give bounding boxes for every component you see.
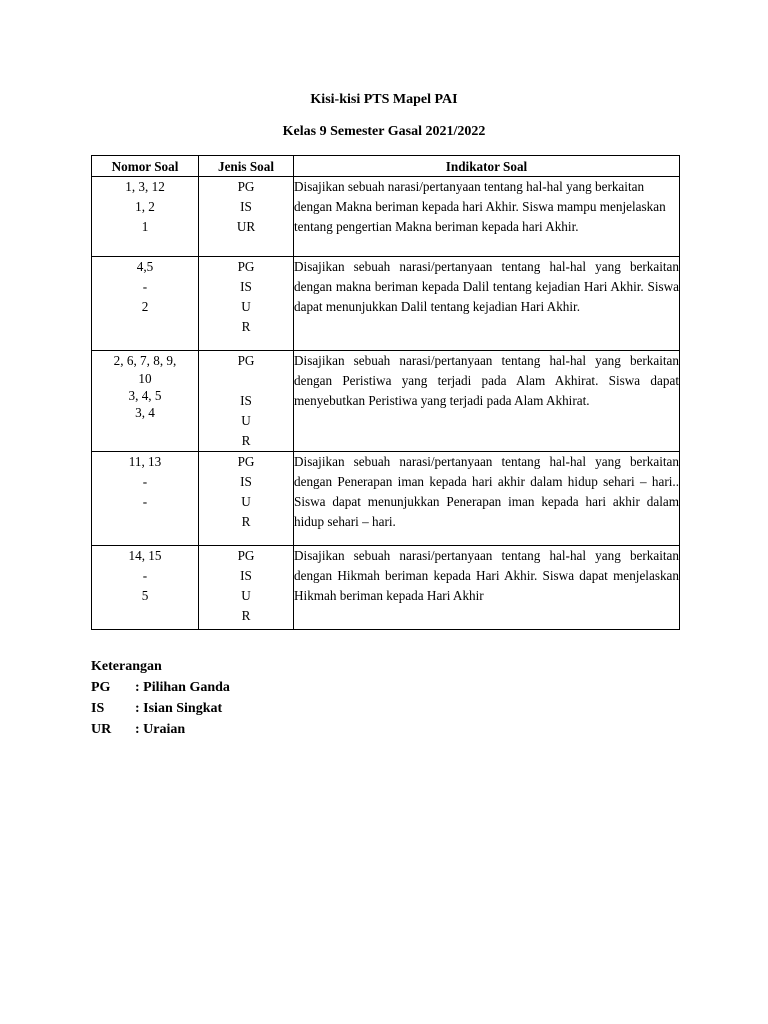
header-nomor-soal: Nomor Soal	[92, 156, 199, 177]
jenis-line: R	[241, 514, 251, 529]
jenis-line: PG	[237, 353, 255, 368]
indikator-cell: Disajikan sebuah narasi/pertanyaan tentang hal-hal yang berkaitan dengan Hikmah beriman kepada Hari Akhir. Siswa dapat menjelaskan Hikmah beriman kepada Hari Akhir	[294, 546, 680, 630]
nomor-cell	[92, 546, 199, 630]
nomor-line: 14, 15	[128, 548, 162, 563]
kisi-table	[91, 155, 680, 630]
indikator-cell: Disajikan sebuah narasi/pertanyaan tentang hal-hal yang berkaitan dengan Makna beriman kepada hari Akhir. Siswa mampu menjelaskan tentang pengertian Makna beriman kepada hari Akhir.	[294, 177, 680, 257]
legend-heading: Keterangan	[91, 659, 162, 674]
jenis-line: IS	[240, 279, 252, 294]
nomor-line: 1, 2	[135, 199, 155, 214]
document-title: Kisi-kisi PTS Mapel PAI	[310, 92, 458, 107]
table-row	[92, 546, 680, 630]
nomor-line: 3, 4	[135, 405, 155, 420]
indikator-cell: Disajikan sebuah narasi/pertanyaan tentang hal-hal yang berkaitan dengan Peristiwa yang terjadi pada Alam Akhirat. Siswa dapat menyebutkan Peristiwa yang terjadi pada Alam Akhirat.	[294, 351, 680, 452]
jenis-cell	[199, 351, 294, 452]
nomor-line: -	[142, 279, 148, 294]
jenis-line	[199, 371, 293, 391]
legend-code: UR	[91, 722, 112, 737]
jenis-line: UR	[236, 219, 256, 234]
legend-desc: : Uraian	[135, 722, 186, 737]
nomor-line: -	[142, 474, 148, 489]
indikator-cell: Disajikan sebuah narasi/pertanyaan tentang hal-hal yang berkaitan dengan Penerapan iman kepada hari akhir dalam hidup sehari – hari.. Siswa dapat menunjukkan Penerapan iman kepada hari akhir dalam hidup sehari – hari.	[294, 452, 680, 546]
nomor-line: 5	[141, 588, 149, 603]
legend-desc: : Isian Singkat	[135, 701, 223, 716]
nomor-line: 3, 4, 5	[128, 388, 162, 403]
table-row	[92, 257, 680, 351]
jenis-line: PG	[237, 179, 255, 194]
nomor-cell	[92, 452, 199, 546]
nomor-cell	[92, 257, 199, 351]
jenis-line: PG	[237, 454, 255, 469]
legend-code: PG	[91, 680, 111, 695]
header-jenis-soal: Jenis Soal	[199, 156, 294, 177]
table-row	[92, 351, 680, 452]
legend	[91, 656, 230, 740]
nomor-line: 2, 6, 7, 8, 9,	[113, 353, 177, 368]
jenis-line: U	[241, 494, 251, 509]
nomor-line: 1, 3, 12	[125, 179, 165, 194]
jenis-line: R	[241, 319, 251, 334]
jenis-cell	[199, 177, 294, 257]
jenis-line: PG	[237, 259, 255, 274]
nomor-line: 4,5	[136, 259, 154, 274]
table-row	[92, 177, 680, 257]
indikator-cell: Disajikan sebuah narasi/pertanyaan tentang hal-hal yang berkaitan dengan makna beriman kepada Dalil tentang kejadian Hari Akhir. Siswa dapat menunjukkan Dalil tentang kejadian Hari Akhir.	[294, 257, 680, 351]
jenis-line: PG	[237, 548, 255, 563]
nomor-line: -	[142, 568, 148, 583]
jenis-line: IS	[240, 568, 252, 583]
jenis-cell	[199, 546, 294, 630]
jenis-line: R	[241, 433, 251, 448]
legend-item	[91, 698, 230, 719]
jenis-line: IS	[240, 393, 252, 408]
nomor-cell	[92, 351, 199, 452]
jenis-line: IS	[240, 474, 252, 489]
jenis-line: U	[241, 299, 251, 314]
header-indikator-soal: Indikator Soal	[294, 156, 680, 177]
legend-desc: : Pilihan Ganda	[135, 680, 230, 695]
jenis-cell	[199, 452, 294, 546]
table-header-row	[92, 156, 680, 177]
table-row	[92, 452, 680, 546]
jenis-line: IS	[240, 199, 252, 214]
nomor-line: 11, 13	[128, 454, 162, 469]
nomor-line: -	[142, 494, 148, 509]
nomor-cell	[92, 177, 199, 257]
jenis-line: U	[241, 588, 251, 603]
document-subtitle: Kelas 9 Semester Gasal 2021/2022	[282, 124, 486, 139]
jenis-line: U	[241, 413, 251, 428]
legend-item	[91, 677, 230, 698]
jenis-line: R	[241, 608, 251, 623]
nomor-line: 1	[141, 219, 149, 234]
legend-item	[91, 719, 230, 740]
legend-code: IS	[91, 701, 105, 716]
jenis-cell	[199, 257, 294, 351]
nomor-line: 10	[138, 371, 152, 386]
nomor-line: 2	[141, 299, 149, 314]
